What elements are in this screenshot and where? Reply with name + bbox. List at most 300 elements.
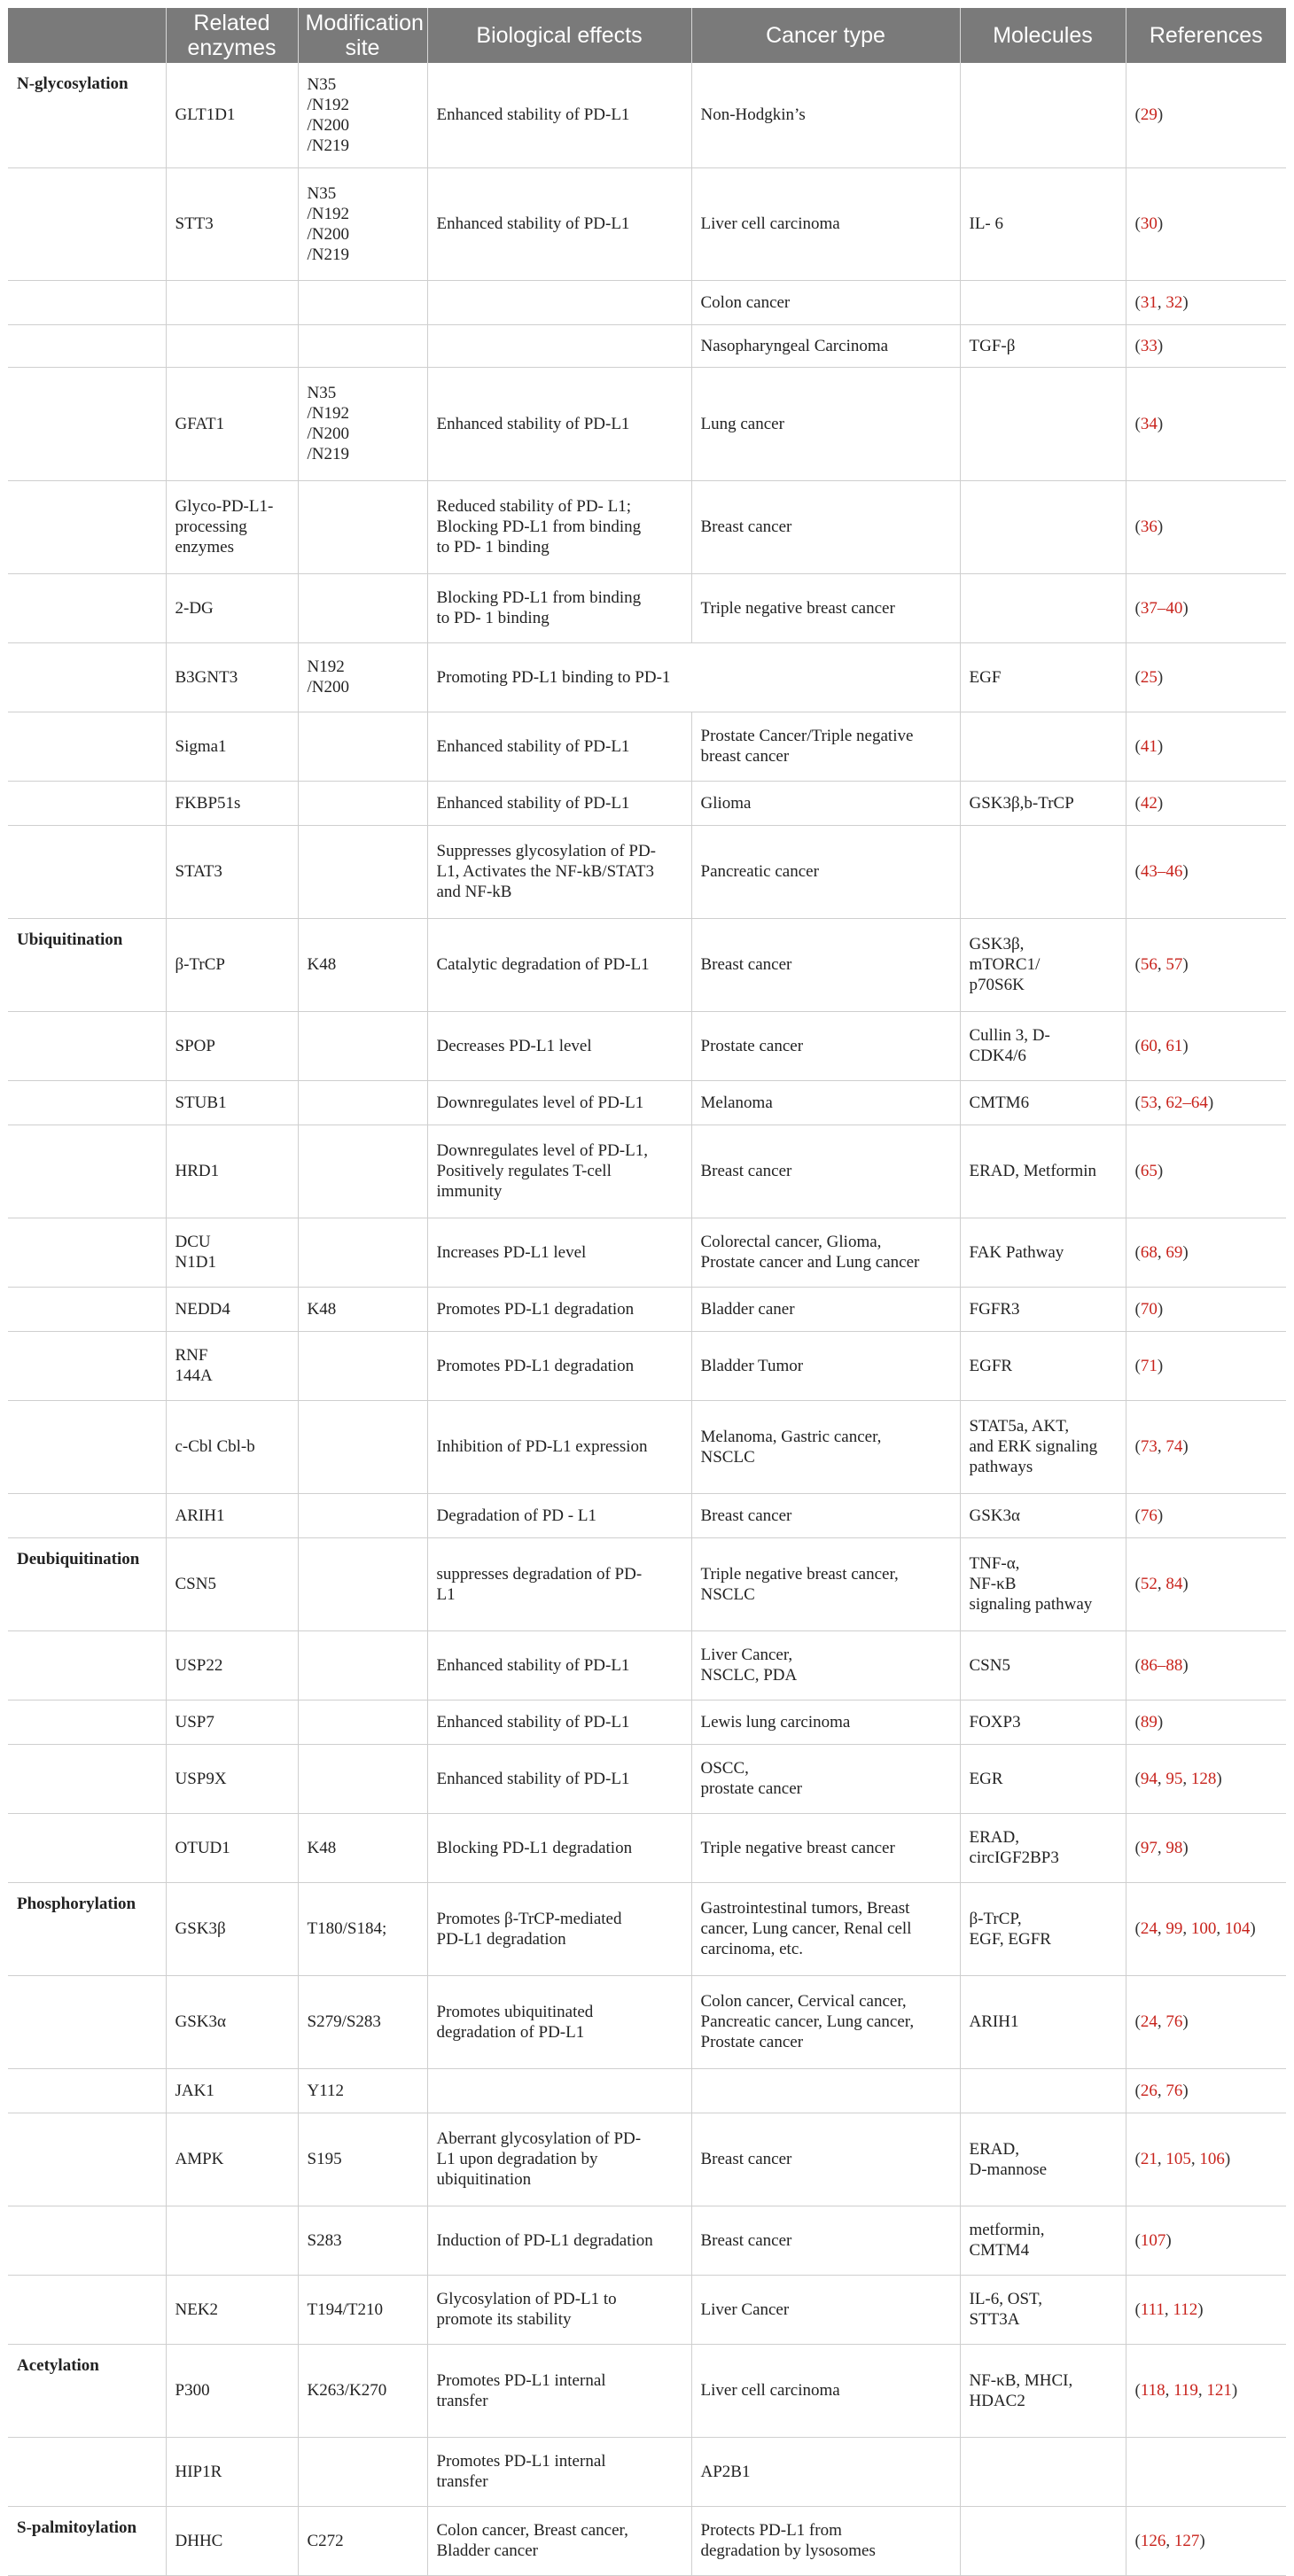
reference-link[interactable]: 32 [1165,292,1183,312]
references-cell: (76) [1126,1493,1286,1537]
category-cell [8,781,166,825]
category-cell [8,2206,166,2275]
site-cell: T180/S184; [298,1882,427,1975]
table-row [8,2275,1286,2344]
category-cell [8,1287,166,1331]
references-cell: (31, 32) [1126,280,1286,324]
site-cell [298,1218,427,1287]
reference-link[interactable]: 60 [1140,1036,1158,1055]
header-category [8,8,166,63]
references-cell: (25) [1126,642,1286,712]
molecules-cell: GSK3α [960,1493,1126,1537]
cancer-type-cell: Breast cancer [691,1493,960,1537]
references-cell: (53, 62–64) [1126,1080,1286,1125]
category-cell [8,1218,166,1287]
site-cell [298,1331,427,1400]
cancer-type-cell: Non-Hodgkin’s [691,63,960,167]
references-cell: (111, 112) [1126,2275,1286,2344]
molecules-cell: NF-κB, MHCI, HDAC2 [960,2344,1126,2437]
site-cell: N35 /N192 /N200 /N219 [298,167,427,280]
reference-link[interactable]: 57 [1165,955,1183,974]
table-row [8,918,1286,1011]
effect-cell: Catalytic degradation of PD-L1 [427,918,691,1011]
molecules-cell [960,280,1126,324]
effect-cell [427,280,691,324]
category-cell [8,2275,166,2344]
cancer-type-cell: Bladder Tumor [691,1331,960,1400]
references-cell: (21, 105, 106) [1126,2113,1286,2206]
table-row [8,712,1286,781]
reference-link[interactable]: 21 [1140,2150,1158,2168]
enzyme-cell: CSN5 [166,1537,298,1630]
table-row [8,825,1286,918]
cancer-type-cell: Breast cancer [691,2206,960,2275]
table-row [8,1813,1286,1882]
references-cell: (89) [1126,1700,1286,1744]
molecules-cell [960,63,1126,167]
enzyme-cell: GSK3β [166,1882,298,1975]
enzyme-cell: USP22 [166,1630,298,1700]
references-cell: (52, 84) [1126,1537,1286,1630]
cancer-type-cell: Liver cell carcinoma [691,2344,960,2437]
category-cell [8,1011,166,1080]
reference-link[interactable]: 33 [1140,336,1158,355]
site-cell: K263/K270 [298,2344,427,2437]
molecules-cell: FOXP3 [960,1700,1126,1744]
site-cell [298,781,427,825]
reference-link[interactable]: 84 [1165,1575,1183,1593]
reference-link[interactable]: 34 [1140,414,1158,433]
category-cell [8,1080,166,1125]
enzyme-cell: GFAT1 [166,367,298,480]
cancer-type-cell: AP2B1 [691,2437,960,2506]
effect-cell: Increases PD-L1 level [427,1218,691,1287]
enzyme-cell: GLT1D1 [166,63,298,167]
reference-link[interactable]: 24 [1140,2012,1158,2031]
cancer-type-cell: Bladder caner [691,1287,960,1331]
effect-cell: Downregulates level of PD-L1, Positively regulates T-cell immunity [427,1125,691,1218]
reference-link[interactable]: 61 [1165,1036,1183,1055]
category-cell [8,1744,166,1813]
reference-link[interactable]: 97 [1140,1838,1158,1857]
table-row [8,1218,1286,1287]
reference-link[interactable]: 118 [1140,2381,1165,2400]
site-cell [298,2437,427,2506]
cancer-type-cell [691,2068,960,2113]
site-cell [298,1125,427,1218]
category-cell [8,1630,166,1700]
references-cell: (126, 127) [1126,2506,1286,2575]
enzyme-cell: GSK3α [166,1975,298,2068]
molecules-cell: TGF-β [960,324,1126,367]
cancer-type-cell: Triple negative breast cancer, NSCLC [691,1537,960,1630]
effect-cell: Inhibition of PD-L1 expression [427,1400,691,1493]
enzyme-cell: P300 [166,2344,298,2437]
references-cell: (56, 57) [1126,918,1286,1011]
references-cell [1126,2437,1286,2506]
site-cell: S283 [298,2206,427,2275]
references-cell: (24, 99, 100, 104) [1126,1882,1286,1975]
effect-cell: Enhanced stability of PD-L1 [427,367,691,480]
enzyme-cell: Sigma1 [166,712,298,781]
table-body [8,63,1286,2575]
header-references: References [1126,8,1286,63]
enzyme-cell: STUB1 [166,1080,298,1125]
references-cell: (26, 76) [1126,2068,1286,2113]
references-cell: (34) [1126,367,1286,480]
table-row [8,1744,1286,1813]
enzyme-cell [166,2206,298,2275]
effect-cell: Enhanced stability of PD-L1 [427,1744,691,1813]
table-row [8,2113,1286,2206]
molecules-cell: ERAD, circIGF2BP3 [960,1813,1126,1882]
reference-link[interactable]: 69 [1165,1242,1183,1262]
table-row [8,1882,1286,1975]
reference-link[interactable]: 107 [1140,2230,1166,2250]
category-cell: S-palmitoylation [8,2506,166,2575]
molecules-cell: CMTM6 [960,1080,1126,1125]
cancer-type-cell: Breast cancer [691,1125,960,1218]
site-cell: N192 /N200 [298,642,427,712]
references-cell: (29) [1126,63,1286,167]
effect-cell: Degradation of PD - L1 [427,1493,691,1537]
enzyme-cell: AMPK [166,2113,298,2206]
cancer-type-cell: Colorectal cancer, Glioma, Prostate cancer and Lung cancer [691,1218,960,1287]
site-cell: C272 [298,2506,427,2575]
reference-link[interactable]: 128 [1190,1769,1217,1788]
molecules-cell: IL- 6 [960,167,1126,280]
enzyme-cell: 2-DG [166,573,298,642]
references-cell: (86–88) [1126,1630,1286,1700]
cancer-type-cell: Prostate Cancer/Triple negative breast cancer [691,712,960,781]
effect-cell: Enhanced stability of PD-L1 [427,712,691,781]
cancer-type-cell: Lung cancer [691,367,960,480]
category-cell [8,2068,166,2113]
effect-cell: Promoting PD-L1 binding to PD-1 [427,642,960,712]
reference-link[interactable]: 73 [1140,1437,1158,1456]
category-cell [8,1700,166,1744]
molecules-cell: STAT5a, AKT, and ERK signaling pathways [960,1400,1126,1493]
reference-link[interactable]: 37–40 [1140,598,1183,618]
enzyme-cell: NEK2 [166,2275,298,2344]
reference-link[interactable]: 26 [1140,2081,1158,2100]
site-cell [298,1011,427,1080]
modification-table [8,8,1286,2576]
molecules-cell: CSN5 [960,1630,1126,1700]
references-cell: (24, 76) [1126,1975,1286,2068]
reference-link[interactable]: 126 [1140,2531,1166,2550]
table-row [8,642,1286,712]
site-cell [298,825,427,918]
references-cell: (60, 61) [1126,1011,1286,1080]
site-cell [298,712,427,781]
reference-link[interactable]: 65 [1140,1162,1158,1180]
reference-link[interactable]: 36 [1140,518,1158,536]
reference-link[interactable]: 30 [1140,214,1158,233]
table-row [8,2437,1286,2506]
enzyme-cell: SPOP [166,1011,298,1080]
molecules-cell: EGF [960,642,1126,712]
effect-cell: suppresses degradation of PD- L1 [427,1537,691,1630]
effect-cell: Blocking PD-L1 from binding to PD- 1 binding [427,573,691,642]
references-cell: (71) [1126,1331,1286,1400]
reference-link[interactable]: 74 [1165,1437,1183,1456]
molecules-cell: EGR [960,1744,1126,1813]
reference-link[interactable]: 70 [1140,1299,1158,1319]
enzyme-cell: RNF 144A [166,1331,298,1400]
table-row [8,1287,1286,1331]
category-cell [8,167,166,280]
cancer-type-cell: Breast cancer [691,2113,960,2206]
table-row [8,167,1286,280]
reference-link[interactable]: 31 [1140,292,1158,312]
reference-link[interactable]: 68 [1140,1242,1158,1262]
category-cell [8,712,166,781]
table-row [8,2068,1286,2113]
table-row [8,324,1286,367]
category-cell: Acetylation [8,2344,166,2437]
cancer-type-cell: Gastrointestinal tumors, Breast cancer, Lung cancer, Renal cell carcinoma, etc. [691,1882,960,1975]
table-row [8,63,1286,167]
effect-cell: Reduced stability of PD- L1; Blocking PD-L1 from binding to PD- 1 binding [427,480,691,573]
enzyme-cell: B3GNT3 [166,642,298,712]
category-cell [8,642,166,712]
category-cell [8,1813,166,1882]
cancer-type-cell: Liver cell carcinoma [691,167,960,280]
references-cell: (41) [1126,712,1286,781]
enzyme-cell: DCU N1D1 [166,1218,298,1287]
reference-link[interactable]: 42 [1140,793,1158,813]
reference-link[interactable]: 121 [1206,2381,1232,2400]
site-cell: Y112 [298,2068,427,2113]
reference-link[interactable]: 106 [1199,2150,1225,2168]
reference-link[interactable]: 43–46 [1140,862,1183,881]
effect-cell: Enhanced stability of PD-L1 [427,63,691,167]
reference-link[interactable]: 71 [1140,1356,1158,1375]
enzyme-cell: JAK1 [166,2068,298,2113]
effect-cell: Aberrant glycosylation of PD- L1 upon degradation by ubiquitination [427,2113,691,2206]
enzyme-cell: FKBP51s [166,781,298,825]
references-cell: (37–40) [1126,573,1286,642]
molecules-cell [960,2437,1126,2506]
reference-link[interactable]: 98 [1165,1838,1183,1857]
cancer-type-cell: Breast cancer [691,480,960,573]
effect-cell: Decreases PD-L1 level [427,1011,691,1080]
molecules-cell: ARIH1 [960,1975,1126,2068]
reference-link[interactable]: 94 [1140,1769,1158,1788]
site-cell: K48 [298,1287,427,1331]
references-cell: (118, 119, 121) [1126,2344,1286,2437]
molecules-cell [960,367,1126,480]
table-row [8,1331,1286,1400]
effect-cell: Blocking PD-L1 degradation [427,1813,691,1882]
reference-link[interactable]: 105 [1165,2150,1191,2168]
reference-link[interactable]: 29 [1140,105,1158,125]
reference-link[interactable]: 76 [1165,2012,1183,2031]
effect-cell: Enhanced stability of PD-L1 [427,781,691,825]
molecules-cell [960,2506,1126,2575]
molecules-cell: IL-6, OST, STT3A [960,2275,1126,2344]
cancer-type-cell: Liver Cancer, NSCLC, PDA [691,1630,960,1700]
reference-link[interactable]: 76 [1140,1506,1158,1525]
site-cell [298,1537,427,1630]
reference-link[interactable]: 76 [1165,2081,1183,2100]
enzyme-cell: ARIH1 [166,1493,298,1537]
site-cell [298,1630,427,1700]
category-cell: N-glycosylation [8,63,166,167]
enzyme-cell: HIP1R [166,2437,298,2506]
molecules-cell: TNF-α, NF-κB signaling pathway [960,1537,1126,1630]
enzyme-cell: USP7 [166,1700,298,1744]
category-cell: Phosphorylation [8,1882,166,1975]
references-cell: (97, 98) [1126,1813,1286,1882]
cancer-type-cell: Liver Cancer [691,2275,960,2344]
site-cell: T194/T210 [298,2275,427,2344]
enzyme-cell: NEDD4 [166,1287,298,1331]
enzyme-cell: HRD1 [166,1125,298,1218]
reference-link[interactable]: 127 [1173,2531,1200,2550]
site-cell: S195 [298,2113,427,2206]
enzyme-cell: OTUD1 [166,1813,298,1882]
effect-cell: Glycosylation of PD-L1 to promote its stability [427,2275,691,2344]
category-cell [8,1331,166,1400]
reference-link[interactable]: 53 [1140,1093,1158,1112]
cancer-type-cell: Colon cancer, Cervical cancer, Pancreatic cancer, Lung cancer, Prostate cancer [691,1975,960,2068]
reference-link[interactable]: 112 [1173,2300,1198,2319]
reference-link[interactable]: 99 [1165,1919,1183,1938]
table-row [8,1400,1286,1493]
cancer-type-cell: Pancreatic cancer [691,825,960,918]
molecules-cell [960,573,1126,642]
table-row [8,367,1286,480]
molecules-cell: β-TrCP, EGF, EGFR [960,1882,1126,1975]
reference-link[interactable]: 41 [1140,736,1158,756]
category-cell [8,2113,166,2206]
table-row [8,480,1286,573]
molecules-cell [960,825,1126,918]
header-cancer-type: Cancer type [691,8,960,63]
reference-link[interactable]: 86–88 [1140,1655,1183,1675]
molecules-cell: FGFR3 [960,1287,1126,1331]
table-row [8,2506,1286,2575]
effect-cell: Enhanced stability of PD-L1 [427,1700,691,1744]
effect-cell: Promotes PD-L1 internal transfer [427,2437,691,2506]
site-cell [298,1493,427,1537]
reference-link[interactable]: 25 [1140,667,1158,687]
effect-cell: Promotes PD-L1 degradation [427,1287,691,1331]
enzyme-cell: DHHC [166,2506,298,2575]
category-cell [8,573,166,642]
references-cell: (94, 95, 128) [1126,1744,1286,1813]
site-cell: S279/S283 [298,1975,427,2068]
table-row [8,2344,1286,2437]
cancer-type-cell: OSCC, prostate cancer [691,1744,960,1813]
molecules-cell: EGFR [960,1331,1126,1400]
category-cell [8,280,166,324]
table-row [8,1125,1286,1218]
site-cell [298,324,427,367]
reference-link[interactable]: 56 [1140,955,1158,974]
molecules-cell: metformin, CMTM4 [960,2206,1126,2275]
site-cell [298,1744,427,1813]
reference-link[interactable]: 89 [1140,1712,1158,1732]
molecules-cell [960,2068,1126,2113]
category-cell [8,367,166,480]
effect-cell [427,2068,691,2113]
category-cell [8,1400,166,1493]
table-row [8,1080,1286,1125]
effect-cell: Enhanced stability of PD-L1 [427,167,691,280]
category-cell [8,1125,166,1218]
category-cell [8,825,166,918]
references-cell: (107) [1126,2206,1286,2275]
reference-link[interactable]: 111 [1140,2300,1165,2319]
site-cell: K48 [298,918,427,1011]
references-cell: (70) [1126,1287,1286,1331]
category-cell: Deubiquitination [8,1537,166,1630]
cancer-type-cell: Triple negative breast cancer [691,573,960,642]
effect-cell: Downregulates level of PD-L1 [427,1080,691,1125]
cancer-type-cell: Colon cancer [691,280,960,324]
enzyme-cell: STAT3 [166,825,298,918]
cancer-type-cell: Protects PD-L1 from degradation by lysosomes [691,2506,960,2575]
cancer-type-cell: Triple negative breast cancer [691,1813,960,1882]
category-cell: Ubiquitination [8,918,166,1011]
cancer-type-cell: Prostate cancer [691,1011,960,1080]
reference-link[interactable]: 52 [1140,1575,1158,1593]
category-cell [8,2437,166,2506]
references-cell: (33) [1126,324,1286,367]
reference-link[interactable]: 100 [1190,1919,1217,1938]
table-row [8,1975,1286,2068]
enzyme-cell: c-Cbl Cbl-b [166,1400,298,1493]
references-cell: (65) [1126,1125,1286,1218]
molecules-cell: FAK Pathway [960,1218,1126,1287]
enzyme-cell: USP9X [166,1744,298,1813]
site-cell [298,573,427,642]
header-molecules: Molecules [960,8,1126,63]
effect-cell: Induction of PD-L1 degradation [427,2206,691,2275]
category-cell [8,480,166,573]
references-cell: (36) [1126,480,1286,573]
molecules-cell [960,712,1126,781]
effect-cell: Enhanced stability of PD-L1 [427,1630,691,1700]
enzyme-cell: Glyco-PD-L1- processing enzymes [166,480,298,573]
header-row [8,8,1286,63]
table-row [8,573,1286,642]
effect-cell: Colon cancer, Breast cancer, Bladder cancer [427,2506,691,2575]
site-cell [298,1080,427,1125]
reference-link[interactable]: 95 [1165,1769,1183,1788]
reference-link[interactable]: 104 [1224,1919,1251,1938]
site-cell [298,480,427,573]
enzyme-cell [166,280,298,324]
cancer-type-cell: Glioma [691,781,960,825]
reference-link[interactable]: 24 [1140,1919,1158,1938]
cancer-type-cell: Lewis lung carcinoma [691,1700,960,1744]
effect-cell: Promotes β-TrCP-mediated PD-L1 degradation [427,1882,691,1975]
reference-link[interactable]: 62–64 [1165,1093,1208,1112]
molecules-cell: GSK3β,b-TrCP [960,781,1126,825]
reference-link[interactable]: 119 [1173,2381,1198,2400]
table-row [8,2206,1286,2275]
category-cell [8,1493,166,1537]
effect-cell: Promotes PD-L1 degradation [427,1331,691,1400]
category-cell [8,1975,166,2068]
site-cell: N35 /N192 /N200 /N219 [298,367,427,480]
molecules-cell: Cullin 3, D- CDK4/6 [960,1011,1126,1080]
table-row [8,1630,1286,1700]
